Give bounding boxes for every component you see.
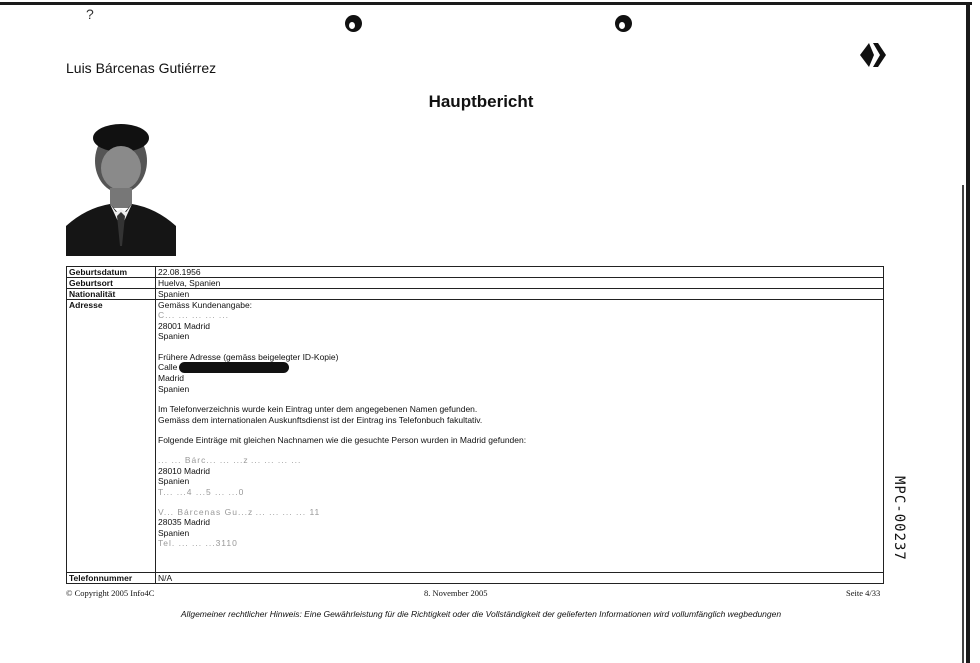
entry-name: V... Bárcenas Gu...z — [158, 506, 254, 517]
phonebook-note-1: Im Telefonverzeichnis wurde kein Eintrag unter dem angegebenen Namen gefunden. — [158, 404, 478, 415]
address-cell — [156, 300, 884, 573]
entry-country: Spanien — [158, 527, 190, 538]
previous-address-country: Spanien — [158, 383, 190, 394]
entry-phone: T... ...4 ...5 ... ...0 — [158, 486, 245, 497]
phonebook-note-2: Gemäss dem internationalen Auskunftsdienst ist der Eintrag ins Telefonbuch fakultativ. — [158, 414, 483, 425]
footer-copyright: © Copyright 2005 Info4C — [66, 588, 155, 598]
row-value: 22.08.1956 — [156, 267, 884, 278]
page-edge-inner — [962, 185, 964, 663]
address-city: 28001 Madrid — [158, 320, 210, 331]
footer-page-number: Seite 4/33 — [846, 588, 881, 598]
table-row — [67, 300, 884, 573]
entry-city: 28010 Madrid — [158, 465, 210, 476]
table-row — [67, 573, 884, 584]
row-value: N/A — [156, 573, 884, 584]
entry-street: ... ... ... ... — [250, 455, 302, 466]
company-logo-icon — [858, 40, 888, 70]
portrait-photo-icon — [66, 116, 176, 256]
row-label: Telefonnummer — [67, 573, 156, 584]
punch-hole-right — [615, 15, 632, 32]
row-label: Nationalität — [67, 289, 156, 300]
side-stamp: MPC-00237 — [891, 476, 907, 561]
page-edge-right — [966, 4, 970, 663]
previous-address-street: Calle — [158, 362, 178, 373]
address-heading: Gemäss Kundenangabe: — [158, 300, 253, 310]
corner-mark: ? — [86, 6, 94, 22]
entry-country: Spanien — [158, 476, 190, 487]
subject-name: Luis Bárcenas Gutiérrez — [66, 60, 217, 76]
entry-phone: Tel. ... ... ...3110 — [158, 538, 238, 549]
row-value: Huelva, Spanien — [156, 278, 884, 289]
entry-street: ... ... ... ... 11 — [255, 506, 321, 517]
punch-hole-left — [345, 15, 362, 32]
entry-name: ... ... Bárc... ... ...z — [158, 455, 249, 466]
table-row — [67, 289, 884, 300]
previous-address-heading: Frühere Adresse (gemäss beigelegter ID-Kopie) — [158, 351, 339, 362]
entry-city: 28035 Madrid — [158, 517, 210, 528]
row-value: Spanien — [156, 289, 884, 300]
page-edge-top — [0, 2, 972, 5]
address-street: C... ... ... ... ... — [158, 310, 230, 321]
previous-address-city: Madrid — [158, 373, 184, 384]
redaction-mark — [179, 362, 289, 373]
table-row — [67, 267, 884, 278]
row-label: Adresse — [67, 300, 156, 573]
table-row — [67, 278, 884, 289]
page-title: Hauptbericht — [428, 92, 534, 111]
entries-intro: Folgende Einträge mit gleichen Nachnamen wie die gesuchte Person wurden in Madrid gefunden: — [158, 434, 527, 445]
address-country: Spanien — [158, 331, 190, 342]
legal-disclaimer: Allgemeiner rechtlicher Hinweis: Eine Gewährleistung für die Richtigkeit oder die Vollständigkeit der gelieferten Informationen wird vollumfänglich wegbedungen — [180, 609, 782, 619]
footer-date: 8. November 2005 — [424, 588, 488, 598]
row-label: Geburtsort — [67, 278, 156, 289]
row-label: Geburtsdatum — [67, 267, 156, 278]
info-table — [66, 266, 884, 584]
